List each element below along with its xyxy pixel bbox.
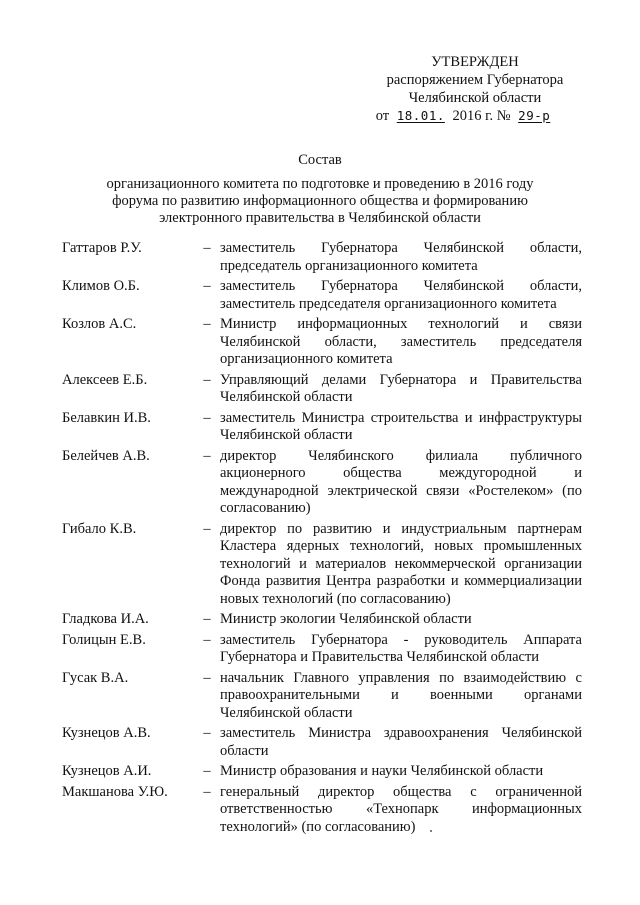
date-prefix: от (375, 108, 390, 124)
member-role: Управляющий делами Губернатора и Правительства Челябинской области (220, 371, 582, 405)
approval-stamp (360, 53, 590, 125)
member-row (62, 670, 582, 723)
member-row (62, 611, 582, 629)
title-line: электронного правительства в Челябинской области (159, 210, 481, 226)
member-name: Кузнецов А.В. (62, 725, 151, 741)
member-dash: – (203, 447, 211, 464)
committee-members-list (62, 240, 582, 839)
title-heading: Состав (298, 152, 342, 168)
member-name: Гусак В.А. (62, 669, 129, 686)
member-dash: – (203, 725, 211, 741)
member-name: Макшанова У.Ю. (62, 783, 168, 800)
member-name: Белейчев А.В. (62, 447, 150, 464)
member-role: Министр образования и науки Челябинской области (220, 763, 544, 779)
member-row (62, 410, 582, 445)
member-dash: – (203, 669, 211, 686)
date-year: 2016 г. (452, 108, 494, 124)
approval-authority: распоряжением Губернатора (386, 72, 564, 88)
member-dash: – (203, 763, 211, 779)
title-line: организационного комитета по подготовке и проведению в 2016 году (106, 176, 534, 192)
scan-speck (430, 830, 432, 832)
member-role: генеральный директор общества с ограниченной ответственностью «Технопарк информационных технологий» (по согласованию) (220, 783, 582, 835)
member-row (62, 240, 582, 275)
member-name: Гладкова И.А. (62, 611, 149, 627)
member-dash: – (203, 520, 211, 537)
member-dash: – (203, 631, 211, 648)
member-dash: – (203, 611, 211, 627)
member-role: заместитель Губернатора Челябинской области, заместитель председателя организационного комитета (220, 278, 582, 312)
member-role: начальник Главного управления по взаимодействию с правоохранительными и военными органами Челябинской области (220, 669, 582, 721)
member-row (62, 763, 582, 781)
member-role: директор Челябинского филиала публичного акционерного общества междугородной и международной электрической связи «Ростелеком» (по согласованию) (220, 447, 582, 516)
member-row (62, 784, 582, 837)
number-sign: № (496, 108, 511, 124)
handwritten-date: 18.01. (396, 108, 445, 123)
member-name: Белавкин И.В. (62, 409, 151, 426)
member-dash: – (203, 371, 211, 388)
member-name: Гаттаров Р.У. (62, 240, 142, 256)
handwritten-number: 29-р (518, 108, 551, 123)
member-name: Алексеев Е.Б. (62, 371, 148, 388)
member-role: Министр информационных технологий и связи Челябинской области, заместитель председателя организационного комитета (220, 316, 582, 367)
member-dash: – (203, 409, 211, 426)
member-row (62, 521, 582, 609)
member-row (62, 448, 582, 518)
member-dash: – (203, 783, 211, 800)
member-dash: – (203, 240, 211, 256)
member-row (62, 316, 582, 369)
member-role: заместитель Министра строительства и инфраструктуры Челябинской области (220, 409, 582, 443)
member-name: Кузнецов А.И. (62, 763, 152, 779)
title-line: форума по развитию информационного общества и формированию (112, 193, 528, 209)
member-dash: – (203, 278, 211, 294)
member-name: Козлов А.С. (62, 316, 137, 332)
member-row (62, 632, 582, 667)
member-name: Климов О.Б. (62, 278, 140, 294)
approval-region: Челябинской области (408, 90, 542, 106)
member-role: Министр экологии Челябинской области (220, 611, 472, 627)
member-row (62, 278, 582, 313)
member-role: заместитель Губернатора - руководитель Аппарата Губернатора и Правительства Челябинской области (220, 631, 582, 665)
member-name: Гибало К.В. (62, 520, 137, 537)
approval-heading: УТВЕРЖДЕН (431, 54, 519, 70)
document-title (60, 152, 580, 227)
member-row (62, 725, 582, 760)
approval-date-line (340, 107, 590, 125)
member-role: заместитель Губернатора Челябинской области, председатель организационного комитета (220, 240, 582, 274)
member-row (62, 372, 582, 407)
member-dash: – (203, 316, 211, 332)
member-role: заместитель Министра здравоохранения Челябинской области (220, 725, 582, 759)
member-name: Голицын Е.В. (62, 631, 146, 648)
member-role: директор по развитию и индустриальным партнерам Кластера ядерных технологий, новых промышленных технологий и материалов некоммерческой организации Фонда развития Центра разработки и коммерциализации новых технологий (по согласованию) (220, 520, 582, 607)
